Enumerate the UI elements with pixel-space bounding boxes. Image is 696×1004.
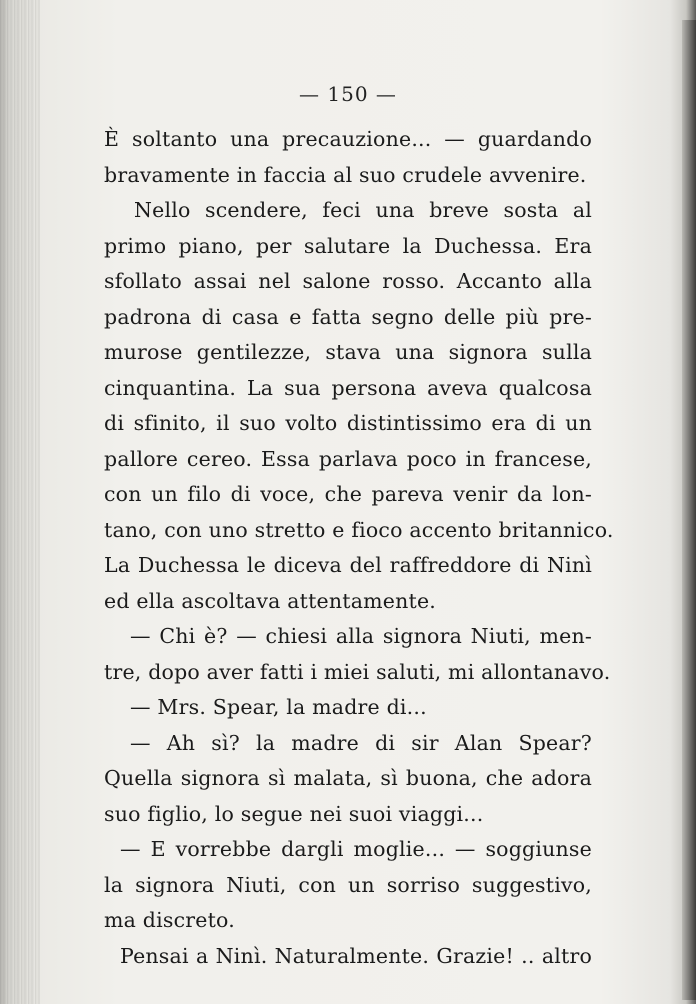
text-line: suo figlio, lo segue nei suoi viaggi... (104, 801, 484, 826)
text-line: con un filo di voce, che pareva venir da lon- (104, 482, 592, 506)
text-line: la signora Niuti, con un sorriso suggestivo, (104, 872, 592, 897)
text-line: pallore cereo. Essa parlava poco in francese, (104, 446, 592, 471)
text-line: Nello scendere, feci una breve sosta al (134, 198, 592, 222)
text-line: — Ah sì? la madre di sir Alan Spear? (130, 730, 592, 755)
text-line: — Mrs. Spear, la madre di... (130, 695, 427, 719)
text-line: — E vorrebbe dargli moglie... — soggiunse (120, 837, 592, 861)
text-line: Pensai a Ninì. Naturalmente. Grazie! .. altro (120, 943, 592, 968)
body-text (104, 122, 614, 974)
text-line: Quella signora sì malata, sì buona, che adora (104, 766, 592, 790)
text-line: padrona di casa e fatta segno delle più pre- (104, 304, 592, 329)
text-line: — Chi è? — chiesi alla signora Niuti, men- (130, 624, 592, 648)
text-line: ma discreto. (104, 908, 235, 932)
page-edge-shadow (682, 20, 696, 1000)
text-line: È soltanto una precauzione... — guardando (104, 127, 592, 151)
text-line: tano, con uno stretto e fioco accento britannico. (104, 517, 614, 542)
text-line: La Duchessa le diceva del raffreddore di Ninì (104, 553, 592, 577)
text-line: tre, dopo aver fatti i miei saluti, mi allontanavo. (104, 659, 611, 684)
text-line: primo piano, per salutare la Duchessa. Era (104, 233, 592, 258)
text-line: sfollato assai nel salone rosso. Accanto alla (104, 269, 592, 293)
text-line: bravamente in faccia al suo crudele avvenire. (104, 162, 587, 187)
text-line: di sfinito, il suo volto distintissimo era di un (104, 411, 592, 435)
binding-gutter (0, 0, 40, 1004)
page-number: — 150 — (299, 82, 397, 106)
text-line: murose gentilezze, stava una signora sulla (104, 340, 592, 364)
text-line: cinquantina. La sua persona aveva qualcosa (104, 375, 592, 400)
text-line: ed ella ascoltava attentamente. (104, 588, 437, 613)
